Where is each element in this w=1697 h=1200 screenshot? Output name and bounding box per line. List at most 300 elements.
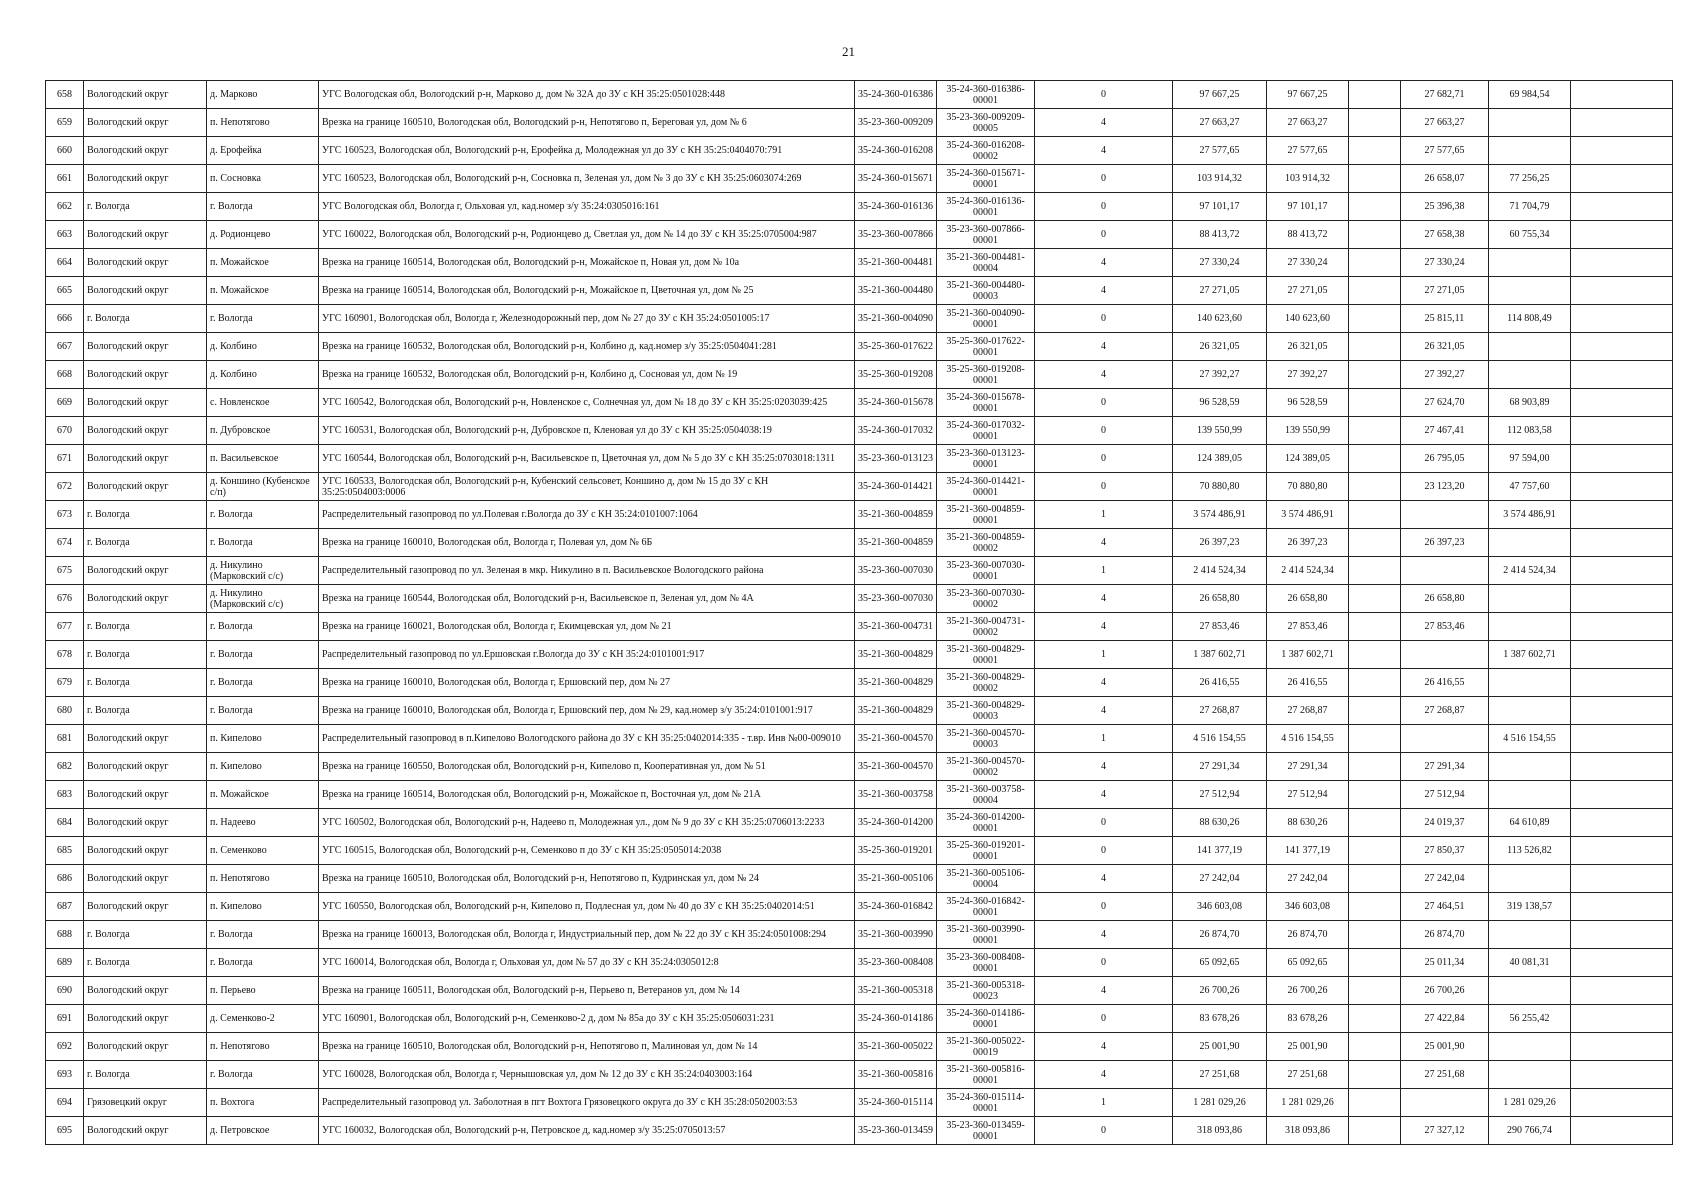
object-code-cell: 35-24-360-017032-00001 <box>937 417 1035 445</box>
cost-total-cell: 96 528,59 <box>1173 389 1267 417</box>
cost-total-cell: 318 093,86 <box>1173 1117 1267 1145</box>
description-cell: Врезка на границе 160514, Вологодская обл, Вологодский р-н, Можайское п, Новая ул, дом № 10а <box>319 249 855 277</box>
object-code-cell: 35-21-360-004829-00002 <box>937 669 1035 697</box>
payment-cell: 26 658,07 <box>1401 165 1489 193</box>
cost-total-cell: 26 416,55 <box>1173 669 1267 697</box>
object-code-cell: 35-24-360-014186-00001 <box>937 1005 1035 1033</box>
locality-cell: п. Кипелово <box>207 753 319 781</box>
cost-total-cell: 346 603,08 <box>1173 893 1267 921</box>
empty-cell <box>1349 165 1401 193</box>
table-row <box>46 109 1673 137</box>
locality-cell: г. Вологда <box>207 193 319 221</box>
payment-cell: 25 815,11 <box>1401 305 1489 333</box>
note-cell <box>1571 669 1673 697</box>
empty-cell <box>1349 417 1401 445</box>
remainder-cell <box>1489 613 1571 641</box>
description-cell: УГС 160032, Вологодская обл, Вологодский р-н, Петровское д, кад.номер з/у 35:25:0705013:57 <box>319 1117 855 1145</box>
note-cell <box>1571 1089 1673 1117</box>
row-number: 672 <box>46 473 84 501</box>
table-row <box>46 1033 1673 1061</box>
table-row <box>46 781 1673 809</box>
table-row <box>46 557 1673 585</box>
cost-cell: 26 397,23 <box>1267 529 1349 557</box>
cost-cell: 27 268,87 <box>1267 697 1349 725</box>
description-cell: Врезка на границе 160010, Вологодская обл, Вологда г, Полевая ул, дом № 6Б <box>319 529 855 557</box>
description-cell: УГС 160515, Вологодская обл, Вологодский р-н, Семенково п до ЗУ с КН 35:25:0505014:2038 <box>319 837 855 865</box>
row-number: 688 <box>46 921 84 949</box>
cost-total-cell: 70 880,80 <box>1173 473 1267 501</box>
empty-cell <box>1349 473 1401 501</box>
cadastral-cell: 35-21-360-003758 <box>855 781 937 809</box>
row-number: 679 <box>46 669 84 697</box>
table-row <box>46 277 1673 305</box>
table-row <box>46 501 1673 529</box>
object-code-cell: 35-24-360-015671-00001 <box>937 165 1035 193</box>
object-code-cell: 35-23-360-007030-00001 <box>937 557 1035 585</box>
empty-cell <box>1349 613 1401 641</box>
note-cell <box>1571 977 1673 1005</box>
cost-cell: 96 528,59 <box>1267 389 1349 417</box>
object-code-cell: 35-21-360-003758-00004 <box>937 781 1035 809</box>
payment-cell <box>1401 641 1489 669</box>
note-cell <box>1571 445 1673 473</box>
payment-cell <box>1401 725 1489 753</box>
object-code-cell: 35-24-360-014200-00001 <box>937 809 1035 837</box>
empty-cell <box>1349 893 1401 921</box>
table-row <box>46 417 1673 445</box>
cost-cell: 27 242,04 <box>1267 865 1349 893</box>
cost-cell: 346 603,08 <box>1267 893 1349 921</box>
cost-total-cell: 97 101,17 <box>1173 193 1267 221</box>
row-number: 660 <box>46 137 84 165</box>
object-code-cell: 35-24-360-016208-00002 <box>937 137 1035 165</box>
cost-total-cell: 103 914,32 <box>1173 165 1267 193</box>
row-number: 694 <box>46 1089 84 1117</box>
cost-cell: 83 678,26 <box>1267 1005 1349 1033</box>
remainder-cell: 69 984,54 <box>1489 81 1571 109</box>
object-code-cell: 35-25-360-019201-00001 <box>937 837 1035 865</box>
remainder-cell <box>1489 333 1571 361</box>
cost-total-cell: 27 577,65 <box>1173 137 1267 165</box>
description-cell: УГС 160533, Вологодская обл, Вологодский р-н, Кубенский сельсовет, Коншино д, дом № 15 до ЗУ с КН 35:25:0504003:0006 <box>319 473 855 501</box>
row-number: 664 <box>46 249 84 277</box>
row-number: 661 <box>46 165 84 193</box>
remainder-cell: 112 083,58 <box>1489 417 1571 445</box>
empty-cell <box>1349 837 1401 865</box>
cost-total-cell: 4 516 154,55 <box>1173 725 1267 753</box>
remainder-cell <box>1489 921 1571 949</box>
locality-cell: г. Вологда <box>207 305 319 333</box>
object-code-cell: 35-21-360-005106-00004 <box>937 865 1035 893</box>
district-cell: Вологодский округ <box>84 333 207 361</box>
district-cell: Грязовецкий округ <box>84 1089 207 1117</box>
table-row <box>46 865 1673 893</box>
locality-cell: п. Семенково <box>207 837 319 865</box>
cadastral-cell: 35-24-360-015114 <box>855 1089 937 1117</box>
remainder-cell: 77 256,25 <box>1489 165 1571 193</box>
type-cell: 0 <box>1035 165 1173 193</box>
object-code-cell: 35-21-360-004829-00001 <box>937 641 1035 669</box>
remainder-cell <box>1489 137 1571 165</box>
description-cell: Врезка на границе 160010, Вологодская обл, Вологда г, Ершовский пер, дом № 29, кад.номер з/у 35:24:0101001:917 <box>319 697 855 725</box>
locality-cell: г. Вологда <box>207 529 319 557</box>
cadastral-cell: 35-24-360-016842 <box>855 893 937 921</box>
type-cell: 0 <box>1035 417 1173 445</box>
object-code-cell: 35-21-360-004090-00001 <box>937 305 1035 333</box>
description-cell: Врезка на границе 160514, Вологодская обл, Вологодский р-н, Можайское п, Цветочная ул, дом № 25 <box>319 277 855 305</box>
remainder-cell: 60 755,34 <box>1489 221 1571 249</box>
row-number: 671 <box>46 445 84 473</box>
type-cell: 4 <box>1035 109 1173 137</box>
type-cell: 4 <box>1035 781 1173 809</box>
cost-cell: 27 271,05 <box>1267 277 1349 305</box>
remainder-cell <box>1489 1061 1571 1089</box>
district-cell: Вологодский округ <box>84 277 207 305</box>
locality-cell: п. Перьево <box>207 977 319 1005</box>
cadastral-cell: 35-24-360-014200 <box>855 809 937 837</box>
type-cell: 4 <box>1035 1033 1173 1061</box>
empty-cell <box>1349 193 1401 221</box>
object-code-cell: 35-25-360-017622-00001 <box>937 333 1035 361</box>
payment-cell: 27 251,68 <box>1401 1061 1489 1089</box>
cost-total-cell: 27 853,46 <box>1173 613 1267 641</box>
description-cell: УГС 160014, Вологодская обл, Вологда г, Ольховая ул, дом № 57 до ЗУ с КН 35:24:0305012:8 <box>319 949 855 977</box>
note-cell <box>1571 613 1673 641</box>
payment-cell: 25 011,34 <box>1401 949 1489 977</box>
note-cell <box>1571 1061 1673 1089</box>
cost-total-cell: 88 630,26 <box>1173 809 1267 837</box>
cost-cell: 4 516 154,55 <box>1267 725 1349 753</box>
payment-cell: 27 682,71 <box>1401 81 1489 109</box>
remainder-cell <box>1489 361 1571 389</box>
type-cell: 1 <box>1035 641 1173 669</box>
object-code-cell: 35-23-360-007030-00002 <box>937 585 1035 613</box>
description-cell: Врезка на границе 160510, Вологодская обл, Вологодский р-н, Непотягово п, Малиновая ул, дом № 14 <box>319 1033 855 1061</box>
description-cell: УГС 160028, Вологодская обл, Вологда г, Чернышовская ул, дом № 12 до ЗУ с КН 35:24:0403003:164 <box>319 1061 855 1089</box>
type-cell: 4 <box>1035 697 1173 725</box>
locality-cell: д. Никулино (Марковский с/с) <box>207 557 319 585</box>
row-number: 674 <box>46 529 84 557</box>
locality-cell: г. Вологда <box>207 949 319 977</box>
cost-cell: 27 291,34 <box>1267 753 1349 781</box>
type-cell: 4 <box>1035 669 1173 697</box>
description-cell: Врезка на границе 160532, Вологодская обл, Вологодский р-н, Колбино д, кад.номер з/у 35:25:0504041:281 <box>319 333 855 361</box>
description-cell: Врезка на границе 160013, Вологодская обл, Вологда г, Индустриальный пер, дом № 22 до ЗУ с КН 35:24:0501008:294 <box>319 921 855 949</box>
row-number: 692 <box>46 1033 84 1061</box>
type-cell: 0 <box>1035 949 1173 977</box>
payment-cell: 27 467,41 <box>1401 417 1489 445</box>
empty-cell <box>1349 949 1401 977</box>
description-cell: УГС Вологодская обл, Вологда г, Ольховая ул, кад.номер з/у 35:24:0305016:161 <box>319 193 855 221</box>
locality-cell: п. Сосновка <box>207 165 319 193</box>
type-cell: 4 <box>1035 613 1173 641</box>
row-number: 678 <box>46 641 84 669</box>
type-cell: 4 <box>1035 137 1173 165</box>
note-cell <box>1571 165 1673 193</box>
district-cell: Вологодский округ <box>84 865 207 893</box>
cadastral-cell: 35-21-360-004859 <box>855 529 937 557</box>
locality-cell: д. Ерофейка <box>207 137 319 165</box>
cost-cell: 27 853,46 <box>1267 613 1349 641</box>
locality-cell: п. Непотягово <box>207 1033 319 1061</box>
table-row <box>46 893 1673 921</box>
locality-cell: д. Марково <box>207 81 319 109</box>
locality-cell: д. Коншино (Кубенское с/п) <box>207 473 319 501</box>
remainder-cell <box>1489 669 1571 697</box>
description-cell: УГС 160542, Вологодская обл, Вологодский р-н, Новленское с, Солнечная ул, дом № 18 до ЗУ с КН 35:25:0203039:425 <box>319 389 855 417</box>
empty-cell <box>1349 361 1401 389</box>
empty-cell <box>1349 697 1401 725</box>
row-number: 668 <box>46 361 84 389</box>
locality-cell: д. Никулино (Марковский с/с) <box>207 585 319 613</box>
locality-cell: п. Васильевское <box>207 445 319 473</box>
locality-cell: п. Кипелово <box>207 893 319 921</box>
description-cell: Врезка на границе 160514, Вологодская обл, Вологодский р-н, Можайское п, Восточная ул, дом № 21А <box>319 781 855 809</box>
remainder-cell: 56 255,42 <box>1489 1005 1571 1033</box>
payment-cell: 27 850,37 <box>1401 837 1489 865</box>
empty-cell <box>1349 305 1401 333</box>
district-cell: г. Вологда <box>84 613 207 641</box>
cost-cell: 27 251,68 <box>1267 1061 1349 1089</box>
cost-cell: 88 413,72 <box>1267 221 1349 249</box>
district-cell: Вологодский округ <box>84 109 207 137</box>
cost-cell: 26 416,55 <box>1267 669 1349 697</box>
type-cell: 1 <box>1035 501 1173 529</box>
row-number: 666 <box>46 305 84 333</box>
description-cell: УГС 160523, Вологодская обл, Вологодский р-н, Сосновка п, Зеленая ул, дом № 3 до ЗУ с КН 35:25:0603074:269 <box>319 165 855 193</box>
object-code-cell: 35-24-360-016386-00001 <box>937 81 1035 109</box>
empty-cell <box>1349 1061 1401 1089</box>
remainder-cell <box>1489 977 1571 1005</box>
remainder-cell: 47 757,60 <box>1489 473 1571 501</box>
cost-total-cell: 27 330,24 <box>1173 249 1267 277</box>
remainder-cell: 40 081,31 <box>1489 949 1571 977</box>
table-row <box>46 837 1673 865</box>
cost-cell: 65 092,65 <box>1267 949 1349 977</box>
object-code-cell: 35-24-360-015678-00001 <box>937 389 1035 417</box>
cadastral-cell: 35-21-360-004480 <box>855 277 937 305</box>
page-number: 21 <box>842 44 855 59</box>
district-cell: Вологодский округ <box>84 1117 207 1145</box>
empty-cell <box>1349 81 1401 109</box>
district-cell: Вологодский округ <box>84 809 207 837</box>
table-row <box>46 1117 1673 1145</box>
locality-cell: д. Колбино <box>207 333 319 361</box>
cost-total-cell: 97 667,25 <box>1173 81 1267 109</box>
remainder-cell: 114 808,49 <box>1489 305 1571 333</box>
note-cell <box>1571 333 1673 361</box>
note-cell <box>1571 81 1673 109</box>
cadastral-cell: 35-23-360-013459 <box>855 1117 937 1145</box>
cost-cell: 97 101,17 <box>1267 193 1349 221</box>
payment-cell: 27 268,87 <box>1401 697 1489 725</box>
cost-cell: 318 093,86 <box>1267 1117 1349 1145</box>
note-cell <box>1571 641 1673 669</box>
table-row <box>46 473 1673 501</box>
cost-total-cell: 3 574 486,91 <box>1173 501 1267 529</box>
cost-cell: 140 623,60 <box>1267 305 1349 333</box>
table-row <box>46 529 1673 557</box>
district-cell: г. Вологда <box>84 529 207 557</box>
empty-cell <box>1349 277 1401 305</box>
payment-cell <box>1401 557 1489 585</box>
cadastral-cell: 35-21-360-005106 <box>855 865 937 893</box>
cost-total-cell: 140 623,60 <box>1173 305 1267 333</box>
table-row <box>46 193 1673 221</box>
table-row <box>46 137 1673 165</box>
cadastral-cell: 35-24-360-014186 <box>855 1005 937 1033</box>
cost-total-cell: 27 268,87 <box>1173 697 1267 725</box>
cost-cell: 103 914,32 <box>1267 165 1349 193</box>
note-cell <box>1571 809 1673 837</box>
object-code-cell: 35-24-360-016136-00001 <box>937 193 1035 221</box>
empty-cell <box>1349 641 1401 669</box>
payment-cell <box>1401 501 1489 529</box>
remainder-cell: 113 526,82 <box>1489 837 1571 865</box>
row-number: 684 <box>46 809 84 837</box>
type-cell: 4 <box>1035 277 1173 305</box>
object-code-cell: 35-21-360-004570-00002 <box>937 753 1035 781</box>
cadastral-cell: 35-24-360-015671 <box>855 165 937 193</box>
cost-total-cell: 83 678,26 <box>1173 1005 1267 1033</box>
object-code-cell: 35-21-360-005318-00023 <box>937 977 1035 1005</box>
cadastral-cell: 35-24-360-016136 <box>855 193 937 221</box>
empty-cell <box>1349 1005 1401 1033</box>
cadastral-cell: 35-23-360-007030 <box>855 585 937 613</box>
locality-cell: п. Дубровское <box>207 417 319 445</box>
locality-cell: п. Надеево <box>207 809 319 837</box>
table-row <box>46 725 1673 753</box>
type-cell: 4 <box>1035 529 1173 557</box>
cadastral-cell: 35-25-360-017622 <box>855 333 937 361</box>
payment-cell: 26 874,70 <box>1401 921 1489 949</box>
locality-cell: с. Новленское <box>207 389 319 417</box>
payment-cell: 26 795,05 <box>1401 445 1489 473</box>
district-cell: Вологодский округ <box>84 725 207 753</box>
row-number: 681 <box>46 725 84 753</box>
register-table <box>45 80 1673 1145</box>
type-cell: 1 <box>1035 557 1173 585</box>
cost-cell: 1 281 029,26 <box>1267 1089 1349 1117</box>
cadastral-cell: 35-24-360-017032 <box>855 417 937 445</box>
type-cell: 0 <box>1035 837 1173 865</box>
description-cell: Распределительный газопровод ул. Заболотная в пгт Вохтога Грязовецкого округа до ЗУ с КН 35:28:0502003:53 <box>319 1089 855 1117</box>
payment-cell: 27 853,46 <box>1401 613 1489 641</box>
empty-cell <box>1349 501 1401 529</box>
cost-total-cell: 88 413,72 <box>1173 221 1267 249</box>
description-cell: Врезка на границе 160511, Вологодская обл, Вологодский р-н, Перьево п, Ветеранов ул, дом № 14 <box>319 977 855 1005</box>
object-code-cell: 35-21-360-004731-00002 <box>937 613 1035 641</box>
cadastral-cell: 35-21-360-004731 <box>855 613 937 641</box>
remainder-cell: 1 281 029,26 <box>1489 1089 1571 1117</box>
district-cell: г. Вологда <box>84 921 207 949</box>
remainder-cell <box>1489 781 1571 809</box>
district-cell: Вологодский округ <box>84 361 207 389</box>
district-cell: г. Вологда <box>84 1061 207 1089</box>
type-cell: 0 <box>1035 1117 1173 1145</box>
row-number: 695 <box>46 1117 84 1145</box>
cadastral-cell: 35-23-360-008408 <box>855 949 937 977</box>
cadastral-cell: 35-21-360-005022 <box>855 1033 937 1061</box>
cost-total-cell: 124 389,05 <box>1173 445 1267 473</box>
locality-cell: д. Семенково-2 <box>207 1005 319 1033</box>
payment-cell: 27 242,04 <box>1401 865 1489 893</box>
district-cell: Вологодский округ <box>84 1005 207 1033</box>
empty-cell <box>1349 333 1401 361</box>
object-code-cell: 35-25-360-019208-00001 <box>937 361 1035 389</box>
row-number: 689 <box>46 949 84 977</box>
payment-cell: 27 464,51 <box>1401 893 1489 921</box>
remainder-cell: 2 414 524,34 <box>1489 557 1571 585</box>
payment-cell: 27 663,27 <box>1401 109 1489 137</box>
table-row <box>46 81 1673 109</box>
object-code-cell: 35-23-360-007866-00001 <box>937 221 1035 249</box>
locality-cell: д. Петровское <box>207 1117 319 1145</box>
row-number: 665 <box>46 277 84 305</box>
table-row <box>46 249 1673 277</box>
empty-cell <box>1349 137 1401 165</box>
district-cell: Вологодский округ <box>84 445 207 473</box>
remainder-cell <box>1489 109 1571 137</box>
payment-cell: 26 321,05 <box>1401 333 1489 361</box>
remainder-cell: 64 610,89 <box>1489 809 1571 837</box>
cost-cell: 97 667,25 <box>1267 81 1349 109</box>
description-cell: Врезка на границе 160010, Вологодская обл, Вологда г, Ершовский пер, дом № 27 <box>319 669 855 697</box>
cadastral-cell: 35-21-360-003990 <box>855 921 937 949</box>
note-cell <box>1571 865 1673 893</box>
object-code-cell: 35-21-360-004859-00002 <box>937 529 1035 557</box>
note-cell <box>1571 193 1673 221</box>
district-cell: г. Вологда <box>84 697 207 725</box>
cost-total-cell: 25 001,90 <box>1173 1033 1267 1061</box>
cost-cell: 2 414 524,34 <box>1267 557 1349 585</box>
remainder-cell: 3 574 486,91 <box>1489 501 1571 529</box>
remainder-cell: 97 594,00 <box>1489 445 1571 473</box>
note-cell <box>1571 473 1673 501</box>
payment-cell: 27 330,24 <box>1401 249 1489 277</box>
note-cell <box>1571 1117 1673 1145</box>
locality-cell: п. Можайское <box>207 249 319 277</box>
note-cell <box>1571 305 1673 333</box>
locality-cell: г. Вологда <box>207 921 319 949</box>
payment-cell: 27 291,34 <box>1401 753 1489 781</box>
locality-cell: п. Можайское <box>207 781 319 809</box>
table-row <box>46 1005 1673 1033</box>
cadastral-cell: 35-21-360-004090 <box>855 305 937 333</box>
remainder-cell <box>1489 753 1571 781</box>
district-cell: Вологодский округ <box>84 585 207 613</box>
cost-total-cell: 26 321,05 <box>1173 333 1267 361</box>
object-code-cell: 35-21-360-004570-00003 <box>937 725 1035 753</box>
cost-cell: 139 550,99 <box>1267 417 1349 445</box>
cost-cell: 3 574 486,91 <box>1267 501 1349 529</box>
table-row <box>46 361 1673 389</box>
cadastral-cell: 35-25-360-019208 <box>855 361 937 389</box>
type-cell: 0 <box>1035 81 1173 109</box>
cost-total-cell: 27 242,04 <box>1173 865 1267 893</box>
row-number: 669 <box>46 389 84 417</box>
remainder-cell: 4 516 154,55 <box>1489 725 1571 753</box>
district-cell: Вологодский округ <box>84 781 207 809</box>
locality-cell: п. Кипелово <box>207 725 319 753</box>
remainder-cell <box>1489 697 1571 725</box>
district-cell: Вологодский округ <box>84 837 207 865</box>
cadastral-cell: 35-21-360-004859 <box>855 501 937 529</box>
type-cell: 4 <box>1035 585 1173 613</box>
remainder-cell <box>1489 1033 1571 1061</box>
cost-total-cell: 27 392,27 <box>1173 361 1267 389</box>
table-row <box>46 753 1673 781</box>
